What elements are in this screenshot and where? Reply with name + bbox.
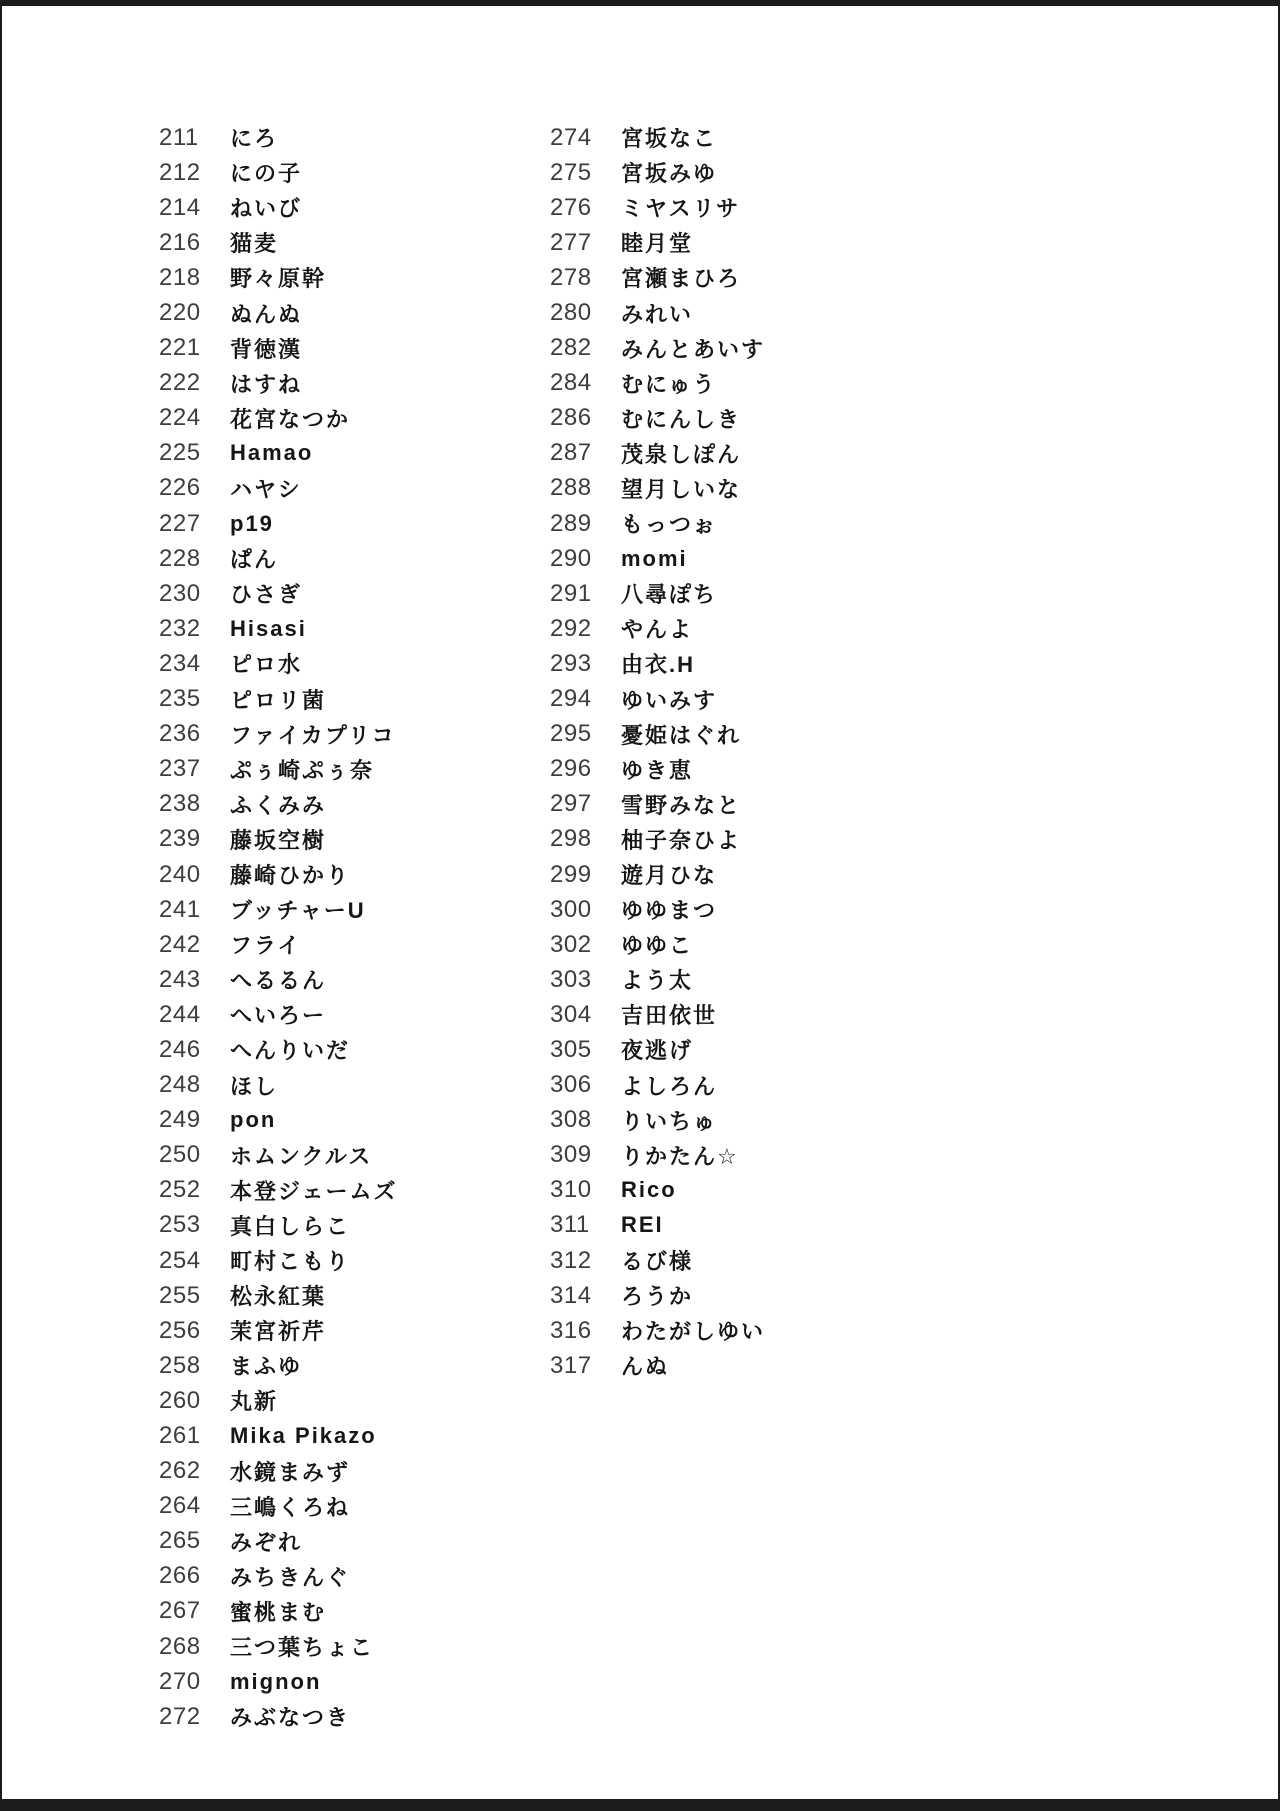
entry-name: ほし [230, 1073, 279, 1099]
entry-name: りかたん☆ [621, 1143, 739, 1169]
list-row [550, 1173, 765, 1208]
entry-name: 望月しいな [621, 476, 742, 502]
entry-number: 268 [159, 1632, 201, 1660]
entry-number: 299 [550, 860, 592, 888]
entry-number: 261 [159, 1422, 201, 1450]
entry-name: 水鏡まみず [230, 1459, 351, 1485]
entry-number: 282 [550, 334, 592, 362]
entry-name: pon [230, 1107, 277, 1133]
entry-name: みぶなつき [230, 1705, 351, 1731]
list-row [159, 1524, 398, 1559]
list-row [550, 471, 765, 506]
list-row [550, 646, 765, 681]
list-row [550, 1348, 765, 1383]
entry-name: 吉田依世 [621, 1003, 718, 1029]
entry-number: 252 [159, 1176, 201, 1204]
list-row [159, 576, 398, 611]
entry-number: 306 [550, 1071, 592, 1099]
list-row [159, 1594, 398, 1629]
list-row [159, 892, 398, 927]
entry-number: 237 [159, 755, 201, 783]
entry-number: 277 [550, 228, 592, 256]
entry-name: むにんしき [621, 406, 742, 432]
list-row [550, 506, 765, 541]
entry-number: 295 [550, 720, 592, 748]
entry-name: 雪野みなと [621, 792, 742, 818]
entry-name: むにゅう [621, 371, 717, 397]
entry-number: 278 [550, 263, 592, 291]
list-row [159, 997, 398, 1032]
entry-number: 236 [159, 720, 201, 748]
entry-number: 300 [550, 895, 592, 923]
entry-number: 303 [550, 965, 592, 993]
entry-number: 287 [550, 439, 592, 467]
entry-name: momi [621, 545, 688, 571]
list-row [159, 1278, 398, 1313]
list-row [550, 436, 765, 471]
entry-number: 304 [550, 1000, 592, 1028]
list-row [159, 1383, 398, 1418]
entry-name: ぷぅ崎ぷぅ奈 [230, 757, 375, 783]
entry-number: 224 [159, 404, 201, 432]
entry-name: 憂姫はぐれ [621, 722, 742, 748]
entry-number: 312 [550, 1246, 592, 1274]
entry-number: 272 [159, 1702, 201, 1730]
entry-number: 218 [159, 263, 201, 291]
list-row [550, 927, 765, 962]
entry-name: 猫麦 [230, 231, 279, 257]
entry-name: はすね [230, 371, 303, 397]
entry-number: 249 [159, 1106, 201, 1134]
entry-name: REI [621, 1212, 664, 1238]
list-row [550, 1103, 765, 1138]
entry-number: 240 [159, 860, 201, 888]
list-row [159, 1348, 398, 1383]
list-row [159, 295, 398, 330]
list-row [159, 506, 398, 541]
entry-number: 267 [159, 1597, 201, 1625]
entry-name: ゆき恵 [621, 757, 694, 783]
entry-name: 藤坂空樹 [230, 827, 327, 853]
list-row [159, 541, 398, 576]
entry-name: 花宮なつか [230, 406, 351, 432]
entry-number: 314 [550, 1281, 592, 1309]
list-row [159, 1699, 398, 1734]
entry-name: ファイカプリコ [230, 722, 396, 748]
list-row [159, 857, 398, 892]
entry-number: 242 [159, 930, 201, 958]
entry-number: 244 [159, 1000, 201, 1028]
entry-name: Hisasi [230, 615, 307, 641]
entry-name: 本登ジェームズ [230, 1178, 398, 1204]
entry-name: ゆゆまつ [621, 898, 718, 924]
entry-number: 266 [159, 1562, 201, 1590]
entry-number: 235 [159, 685, 201, 713]
list-row [159, 1068, 398, 1103]
entry-name: 睦月堂 [621, 231, 694, 257]
entry-number: 310 [550, 1176, 592, 1204]
entry-number: 265 [159, 1527, 201, 1555]
entry-number: 234 [159, 649, 201, 677]
list-row [550, 1208, 765, 1243]
entry-name: ろうか [621, 1284, 694, 1310]
entry-name: へるるん [230, 968, 327, 994]
entry-number: 258 [159, 1351, 201, 1379]
entry-name: よしろん [621, 1073, 718, 1099]
entry-name: るび様 [621, 1249, 694, 1275]
entry-number: 294 [550, 685, 592, 713]
list-row [550, 225, 765, 260]
entry-number: 262 [159, 1457, 201, 1485]
entry-name: ミヤスリサ [621, 196, 741, 222]
index-column-left [159, 120, 398, 1734]
entry-number: 317 [550, 1351, 592, 1379]
list-row [550, 1243, 765, 1278]
entry-name: 真白しらこ [230, 1213, 351, 1239]
entry-number: 250 [159, 1141, 201, 1169]
entry-number: 270 [159, 1667, 201, 1695]
list-row [159, 787, 398, 822]
entry-number: 264 [159, 1492, 201, 1520]
entry-name: 宮坂みゆ [621, 161, 718, 187]
entry-number: 254 [159, 1246, 201, 1274]
list-row [159, 471, 398, 506]
entry-number: 309 [550, 1141, 592, 1169]
entry-name: 藤崎ひかり [230, 863, 351, 889]
list-row [159, 1243, 398, 1278]
entry-number: 255 [159, 1281, 201, 1309]
list-row [159, 1454, 398, 1489]
list-row [550, 541, 765, 576]
entry-name: みぞれ [230, 1529, 303, 1555]
entry-number: 288 [550, 474, 592, 502]
list-row [550, 190, 765, 225]
entry-number: 284 [550, 369, 592, 397]
list-row [159, 1559, 398, 1594]
list-row [550, 1138, 765, 1173]
entry-number: 286 [550, 404, 592, 432]
list-row [550, 295, 765, 330]
entry-number: 225 [159, 439, 201, 467]
entry-name: p19 [230, 510, 274, 536]
entry-name: わたがしゆい [621, 1319, 766, 1345]
entry-name: フライ [230, 933, 302, 959]
entry-name: Mika Pikazo [230, 1423, 377, 1449]
list-row [159, 717, 398, 752]
entry-number: 290 [550, 544, 592, 572]
entry-number: 214 [159, 193, 201, 221]
entry-number: 305 [550, 1035, 592, 1063]
entry-name: 柚子奈ひよ [621, 827, 742, 853]
list-row [159, 436, 398, 471]
list-row [159, 1664, 398, 1699]
entry-number: 246 [159, 1035, 201, 1063]
list-row [550, 155, 765, 190]
list-row [159, 962, 398, 997]
entry-number: 296 [550, 755, 592, 783]
list-row [550, 1313, 765, 1348]
entry-number: 292 [550, 614, 592, 642]
entry-number: 228 [159, 544, 201, 572]
entry-name: 三つ葉ちょこ [230, 1635, 375, 1661]
entry-name: ピロリ菌 [230, 687, 327, 713]
list-row [550, 366, 765, 401]
list-row [159, 646, 398, 681]
entry-name: ふくみみ [230, 792, 327, 818]
entry-name: やんよ [621, 617, 694, 643]
entry-name: 遊月ひな [621, 863, 718, 889]
list-row [159, 1208, 398, 1243]
list-row [550, 1278, 765, 1313]
entry-number: 243 [159, 965, 201, 993]
list-row [550, 752, 765, 787]
entry-number: 274 [550, 123, 592, 151]
entry-number: 302 [550, 930, 592, 958]
entry-name: まふゆ [230, 1354, 303, 1380]
entry-name: 野々原幹 [230, 266, 327, 292]
entry-name: 松永紅葉 [230, 1284, 327, 1310]
entry-name: 茉宮祈芹 [230, 1319, 327, 1345]
list-row [159, 1032, 398, 1067]
list-row [550, 962, 765, 997]
entry-number: 239 [159, 825, 201, 853]
entry-number: 308 [550, 1106, 592, 1134]
entry-number: 316 [550, 1316, 592, 1344]
list-row [159, 155, 398, 190]
entry-name: 八尋ぽち [621, 582, 718, 608]
entry-number: 293 [550, 649, 592, 677]
entry-number: 221 [159, 334, 201, 362]
list-row [550, 331, 765, 366]
list-row [159, 1173, 398, 1208]
list-row [159, 822, 398, 857]
entry-number: 280 [550, 299, 592, 327]
entry-name: ゆゆこ [621, 933, 694, 959]
entry-number: 311 [550, 1211, 590, 1239]
list-row [159, 331, 398, 366]
entry-name: りいちゅ [621, 1108, 718, 1134]
entry-name: 茂泉しぽん [621, 441, 742, 467]
list-row [550, 401, 765, 436]
entry-name: ホムンクルス [230, 1143, 373, 1169]
list-row [550, 997, 765, 1032]
list-row [550, 892, 765, 927]
entry-number: 256 [159, 1316, 201, 1344]
list-row [159, 1138, 398, 1173]
list-row [550, 576, 765, 611]
entry-number: 211 [159, 123, 199, 151]
entry-number: 297 [550, 790, 592, 818]
entry-name: ぱん [230, 547, 279, 573]
entry-number: 216 [159, 228, 201, 256]
entry-name: ピロ水 [230, 652, 303, 678]
entry-name: にろ [230, 126, 279, 152]
entry-number: 298 [550, 825, 592, 853]
entry-name: みんとあいす [621, 336, 766, 362]
entry-name: にの子 [230, 161, 303, 187]
entry-number: 222 [159, 369, 201, 397]
list-row [550, 120, 765, 155]
entry-name: 丸新 [230, 1389, 279, 1415]
entry-name: ねいび [230, 196, 303, 222]
list-row [159, 611, 398, 646]
list-row [550, 857, 765, 892]
entry-name: ぬんぬ [230, 301, 303, 327]
entry-number: 226 [159, 474, 201, 502]
entry-number: 227 [159, 509, 201, 537]
entry-name: ひさぎ [230, 582, 303, 608]
index-column-right [550, 120, 765, 1383]
entry-name: mignon [230, 1668, 322, 1694]
entry-name: 由衣.H [621, 652, 696, 678]
entry-number: 276 [550, 193, 592, 221]
entry-name: Rico [621, 1177, 677, 1203]
entry-name: みれい [621, 301, 694, 327]
list-row [159, 260, 398, 295]
list-row [159, 1489, 398, 1524]
entry-number: 241 [159, 895, 201, 923]
list-row [159, 225, 398, 260]
entry-name: 町村こもり [230, 1249, 351, 1275]
entry-name: へいろー [230, 1003, 327, 1029]
entry-name: よう太 [621, 968, 694, 994]
entry-name: 背徳漢 [230, 336, 303, 362]
list-row [550, 260, 765, 295]
entry-name: 蜜桃まむ [230, 1599, 327, 1625]
entry-number: 220 [159, 299, 201, 327]
entry-number: 232 [159, 614, 201, 642]
entry-name: 宮坂なこ [621, 126, 718, 152]
entry-number: 289 [550, 509, 592, 537]
entry-name: ブッチャーU [230, 898, 366, 924]
list-row [159, 120, 398, 155]
list-row [550, 717, 765, 752]
list-row [550, 1068, 765, 1103]
list-row [159, 1103, 398, 1138]
entry-name: へんりいだ [230, 1038, 351, 1064]
list-row [159, 190, 398, 225]
entry-name: Hamao [230, 440, 314, 466]
list-row [550, 682, 765, 717]
entry-number: 260 [159, 1386, 201, 1414]
entry-name: みちきんぐ [230, 1564, 351, 1590]
entry-name: ハヤシ [230, 476, 302, 502]
entry-number: 238 [159, 790, 201, 818]
list-row [550, 611, 765, 646]
list-row [159, 1629, 398, 1664]
entry-name: 宮瀬まひろ [621, 266, 742, 292]
list-row [159, 682, 398, 717]
list-row [159, 366, 398, 401]
entry-number: 212 [159, 158, 201, 186]
entry-name: んぬ [621, 1354, 670, 1380]
list-row [550, 787, 765, 822]
list-row [159, 401, 398, 436]
entry-name: もっつぉ [621, 512, 717, 538]
entry-name: 夜逃げ [621, 1038, 694, 1064]
entry-number: 275 [550, 158, 592, 186]
entry-number: 248 [159, 1071, 201, 1099]
entry-name: ゆいみす [621, 687, 718, 713]
list-row [159, 927, 398, 962]
list-row [550, 822, 765, 857]
list-row [550, 1032, 765, 1067]
list-row [159, 752, 398, 787]
entry-number: 253 [159, 1211, 201, 1239]
entry-number: 291 [550, 579, 592, 607]
entry-name: 三嶋くろね [230, 1494, 351, 1520]
list-row [159, 1313, 398, 1348]
list-row [159, 1418, 398, 1453]
entry-number: 230 [159, 579, 201, 607]
